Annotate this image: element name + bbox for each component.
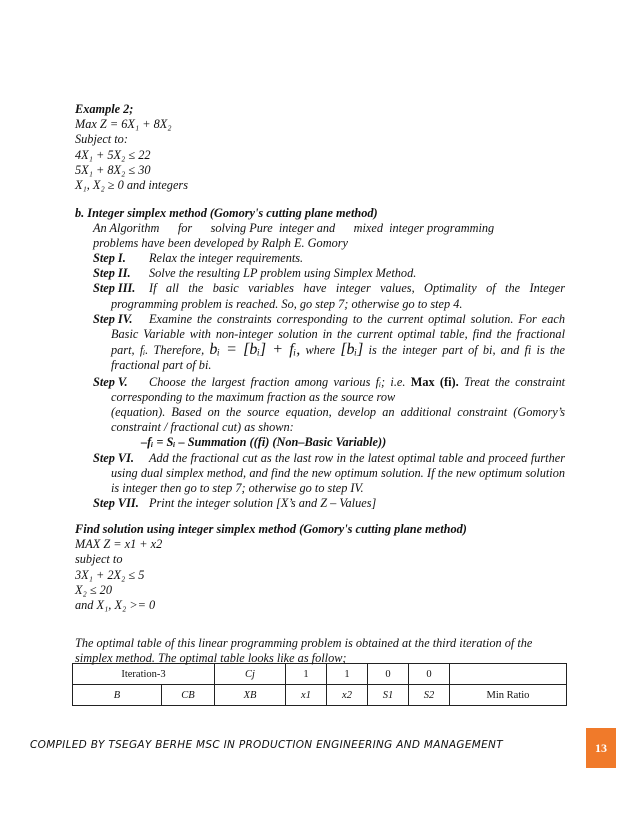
step-7-label: Step VII. [93, 496, 139, 511]
page-number: 13 [586, 728, 616, 768]
example-constraint-2: 5X₁ + 8X₂ ≤ 30 [75, 162, 151, 177]
example-objective: Max Z = 6X₁ + 8X₂ [75, 117, 172, 132]
table-cell [450, 664, 567, 685]
step-2 [93, 266, 565, 281]
footer-credit: COMPILED BY TSEGAY BERHE MSC IN PRODUCTION ENGINEERING AND MANAGEMENT [30, 739, 503, 751]
find-constraint-2: X₂ ≤ 20 [75, 582, 112, 597]
step-5-text-a: Choose the largest fraction among various fᵢ; i.e. [149, 374, 406, 389]
table-cell: 1 [327, 664, 368, 685]
section-b-intro-1: An Algorithm for solving Pure integer and mixed integer programming [93, 221, 495, 235]
step-4-bracket: [bᵢ] [340, 341, 364, 359]
step-1-label: Step I. [93, 251, 126, 265]
find-objective: MAX Z = x1 + x2 [75, 537, 163, 552]
step-5-label: Step V. [93, 374, 128, 389]
step-4-text-b: where [305, 343, 336, 358]
step-7 [93, 496, 565, 511]
table-cell: S2 [409, 685, 450, 706]
find-paragraph-1: The optimal table of this linear programming problem is obtained at the third iteration of the [75, 636, 533, 650]
step-3-text: If all the basic variables have integer values, Optimality of the Integer programming problem is reached. So, go step 7; otherwise go to step 4. [111, 281, 565, 311]
step-7-text: Print the integer solution [X’s and Z – Values] [149, 496, 377, 511]
example-title: Example 2; [75, 102, 134, 116]
find-paragraph-2: simplex method. The optimal table looks like as follow; [75, 651, 347, 665]
step-4-text-c: is the integer part of bi, and fi is the fractional part of bi. [111, 343, 566, 373]
step-4-label: Step IV. [93, 311, 133, 326]
find-subject: subject to [75, 552, 123, 567]
step-4-text-a: Examine the constraints corresponding to the current optimal solution. For each Basic Variable with non-integer solution in the current optimal table, find the fractional part, fᵢ. Therefore, [111, 311, 565, 358]
section-b-intro-2: problems have been developed by Ralph E. Gomory [93, 236, 348, 250]
find-solution-block [75, 522, 467, 613]
gomory-formula: –fᵢ = Sᵢ – Summation ((fi) (Non–Basic Variable)) [141, 435, 387, 450]
table-cell: Cj [215, 664, 286, 685]
step-5 [93, 375, 565, 405]
table-cell: 1 [286, 664, 327, 685]
step-2-label: Step II. [93, 266, 131, 281]
example-constraint-1: 4X₁ + 5X₂ ≤ 22 [75, 147, 151, 162]
table-cell: 0 [409, 664, 450, 685]
table-cell: 0 [368, 664, 409, 685]
table-cell: CB [162, 685, 215, 706]
step-6-text: Add the fractional cut as the last row in the latest optimal table and proceed further using dual simplex method, and find the new optimum solution. If the new optimum solution is integer then go to step 7; otherwise go to step IV. [111, 450, 565, 496]
example-block [75, 102, 188, 193]
table-row [73, 664, 567, 685]
step-1 [93, 251, 565, 266]
step-5-text-b: Treat the constraint corresponding to the maximum fraction as the source row [111, 374, 566, 404]
step-6-label: Step VI. [93, 450, 134, 465]
table-cell: x1 [286, 685, 327, 706]
step-5-bold: Max (fi). [410, 374, 459, 389]
table-cell: Iteration-3 [73, 664, 215, 685]
table-row [73, 685, 567, 706]
step-5-continued: (equation). Based on the source equation, develop an additional constraint (Gomory’s constraint / fractional cut) as shown: [111, 405, 565, 435]
step-3-label: Step III. [93, 281, 136, 296]
step-3 [93, 281, 565, 311]
table-cell: B [73, 685, 162, 706]
section-b-heading: b. Integer simplex method (Gomory's cutting plane method) [75, 206, 378, 220]
step-6 [93, 451, 565, 497]
example-subject: Subject to: [75, 132, 128, 147]
step-4 [93, 312, 565, 374]
step-4-formula: bᵢ = [bᵢ] + fᵢ, [209, 341, 301, 359]
step-1-text: Relax the integer requirements. [149, 251, 304, 265]
table-cell: S1 [368, 685, 409, 706]
find-constraint-1: 3X₁ + 2X₂ ≤ 5 [75, 567, 145, 582]
example-constraint-3: X₁, X₂ ≥ 0 and integers [75, 178, 188, 193]
table-cell: XB [215, 685, 286, 706]
optimal-table [72, 663, 567, 706]
find-heading: Find solution using integer simplex method (Gomory's cutting plane method) [75, 522, 467, 536]
table-cell: Min Ratio [450, 685, 567, 706]
algorithm-steps [93, 251, 565, 511]
table-cell: x2 [327, 685, 368, 706]
find-constraint-3: and X₁, X₂ >= 0 [75, 598, 156, 613]
step-2-text: Solve the resulting LP problem using Simplex Method. [149, 266, 417, 281]
